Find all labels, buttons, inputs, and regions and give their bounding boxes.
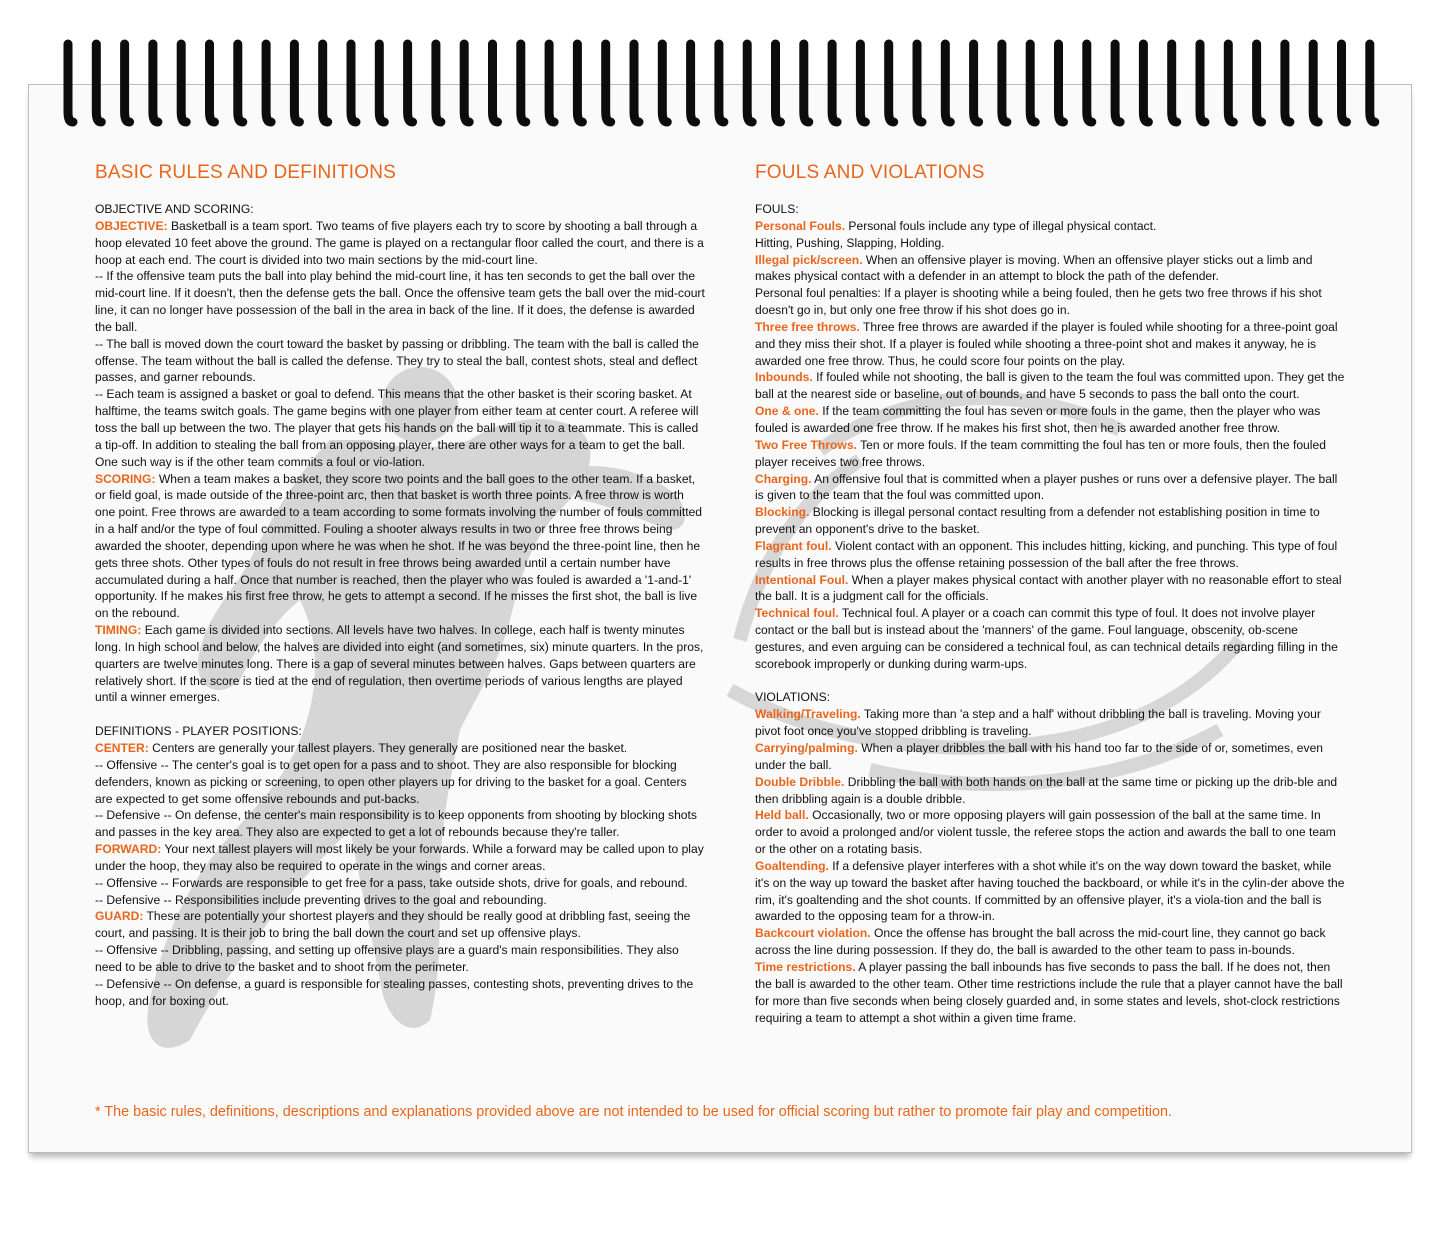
rule-text: Dribbling the ball with both hands on the ball at the same time or picking up the drib-ble and then dribbling again is a double dribble. (755, 774, 1338, 806)
rule-text: Personal foul penalties: If a player is shooting while a being fouled, then he gets two free throws if his shot doesn't go in, but only one free throw if his shot does go in. (755, 286, 1322, 318)
rule-term: Double Dribble. (755, 774, 845, 789)
rule-paragraph (95, 201, 705, 218)
binding-ring (860, 44, 865, 122)
rule-paragraph (755, 572, 1345, 606)
rule-paragraph (95, 976, 705, 1010)
basic-rules-content (95, 201, 705, 1010)
binding-ring (1342, 44, 1347, 122)
rule-paragraph (95, 875, 705, 892)
rule-text: Technical foul. A player or a coach can commit this type of foul. It does not involve player contact or the ball but is instead about the 'manners' of the game. Foul language, obscenity, ob-scene gestures, and even arguing can be considered a technical foul, as can technical details regarding filling in the scorebook improperly or dunking during warm-ups. (755, 606, 1338, 671)
fouls-violations-content (755, 201, 1345, 1026)
rule-paragraph (95, 622, 705, 706)
binding-ring (323, 44, 328, 122)
rule-text: These are potentially your shortest players and they should be really good at dribbling fast, seeing the court, and passing. It is their job to bring the ball down the court and set up offensive plays. (95, 909, 691, 941)
rule-term: GUARD: (95, 909, 144, 924)
binding-ring (662, 44, 667, 122)
rule-term: Walking/Traveling. (755, 707, 861, 722)
rule-term: CENTER: (95, 741, 149, 755)
rule-text: Hitting, Pushing, Slapping, Holding. (755, 235, 945, 250)
binding-ring (549, 44, 554, 122)
disclaimer-footnote: * The basic rules, definitions, descriptions and explanations provided above are not intended to be used for official scoring but rather to promote fair play and competition. (95, 1104, 1173, 1120)
rule-term: Intentional Foul. (755, 572, 849, 587)
binding-ring (1143, 44, 1148, 122)
rule-paragraph (755, 403, 1345, 437)
rule-paragraph (755, 471, 1345, 505)
paragraph-gap (755, 673, 1345, 690)
rule-text: An offensive foul that is committed when a player pushes or runs over a defensive player. The ball is given to the team that the foul was committed upon. (755, 471, 1338, 503)
rule-paragraph (755, 369, 1345, 403)
binding-ring (181, 44, 186, 122)
binding-ring (96, 44, 101, 122)
binding-ring (747, 44, 752, 122)
rule-text: -- Offensive -- The center's goal is to get open for a pass and to shoot. They are also responsible for blocking defenders, known as picking or screening, to open other players up for driving to the basket for a goal. Centers are expected to get some offensive rebounds and put-backs. (95, 757, 687, 806)
binding-ring (889, 44, 894, 122)
rule-paragraph (95, 336, 705, 387)
rule-paragraph (755, 689, 1345, 706)
rule-paragraph (95, 386, 705, 470)
rule-text: Your next tallest players will most likely be your forwards. While a forward may be called upon to play under the hoop, they may also be required to operate in the wings and corner areas. (95, 842, 704, 873)
rule-term: Technical foul. (755, 606, 839, 621)
binding-ring (1059, 44, 1064, 122)
rule-text: -- If the offensive team puts the ball into play behind the mid-court line, it has ten seconds to get the ball over the mid-court line. If it doesn't, then the defense gets the ball. Once the offensive team gets the ball over the mid-court line, it can no longer have possession of the ball in the area in back of the line. If it does, the defense is awarded the ball. (95, 269, 705, 334)
binding-ring (68, 44, 73, 122)
binding-ring (238, 44, 243, 122)
rule-text: DEFINITIONS - PLAYER POSITIONS: (95, 724, 302, 739)
binding-ring (1313, 44, 1318, 122)
rule-term: Backcourt violation. (755, 926, 871, 941)
binding-ring (294, 44, 299, 122)
rule-paragraph (755, 605, 1345, 672)
rule-text: Each game is divided into sections. All levels have two halves. In college, each half is twenty minutes long. In high school and below, the halves are divided into eight (and sometimes, six) minute quarters. In the pros, quarters are twelve minutes long. There is a gap of several minutes between halves. Gaps between quarters are relatively short. If the score is tied at the end of regulation, then overtime periods of various lengths are played until a winner emerges. (95, 623, 704, 705)
rule-text: Once the offense has brought the ball across the mid-court line, they cannot go back across the line during possession. If they do, the ball is awarded to the other team to pass in-bounds. (755, 926, 1326, 958)
rule-term: Personal Fouls. (755, 218, 846, 233)
binding-ring (776, 44, 781, 122)
spiral-binding-rings-icon (0, 0, 1445, 135)
rule-term: Carrying/palming. (755, 741, 858, 755)
rule-term: Illegal pick/screen. (755, 252, 863, 267)
rule-paragraph (755, 959, 1345, 1026)
rule-term: Inbounds. (755, 370, 813, 385)
rule-term: Blocking. (755, 505, 810, 520)
rule-text: A player passing the ball inbounds has five seconds to pass the ball. If he does not, then the ball is awarded to the other team. Other time restrictions include the rule that a player cannot have the ball for more than five seconds when being closely guarded and, in some states and levels, shot-clock restrictions requiring a team to attempt a shot within a given time frame. (755, 959, 1343, 1025)
rule-paragraph (755, 201, 1345, 218)
rule-term: Charging. (755, 471, 812, 486)
rule-term: Flagrant foul. (755, 538, 832, 553)
binding-ring (464, 44, 469, 122)
binding-ring (606, 44, 611, 122)
rule-text: If fouled while not shooting, the ball is given to the team the foul was committed upon. They get the ball at the nearest side or baseline, out of bounds, and have 5 seconds to pass the ball onto the court. (755, 370, 1345, 402)
binding-ring (1087, 44, 1092, 122)
rule-paragraph (95, 723, 705, 740)
rule-text: When an offensive player is moving. When an offensive player sticks out a limb and makes physical contact with a defender in an attempt to block the path of the defender. (755, 252, 1313, 284)
binding-ring (804, 44, 809, 122)
rule-paragraph (755, 740, 1345, 774)
rule-paragraph (95, 471, 705, 623)
rule-text: Blocking is illegal personal contact resulting from a defender not establishing position in time to prevent an opponent's drive to the basket. (755, 505, 1320, 537)
rule-paragraph (755, 807, 1345, 858)
rule-paragraph (95, 908, 705, 942)
rule-paragraph (755, 235, 1345, 252)
rule-paragraph (755, 218, 1345, 235)
binding-ring (1115, 44, 1120, 122)
rule-text: Centers are generally your tallest players. They generally are positioned near the basket. (148, 741, 628, 755)
rule-paragraph (755, 925, 1345, 959)
rule-text: Occasionally, two or more opposing players will gain possession of the ball at the same time. In order to avoid a prolonged and/or violent tussle, the referee stops the action and awards the ball to one team or the other on a rotating basis. (755, 808, 1336, 857)
rule-text: Ten or more fouls. If the team committing the foul has ten or more fouls, then the fouled player receives two free throws. (755, 437, 1326, 469)
fouls-violations-column (755, 160, 1345, 1026)
fouls-violations-title: FOULS AND VIOLATIONS (755, 162, 985, 183)
binding-ring (719, 44, 724, 122)
binding-ring (1257, 44, 1262, 122)
rule-paragraph (755, 538, 1345, 572)
rule-text: -- Defensive -- Responsibilities include preventing drives to the goal and rebounding. (95, 892, 547, 907)
rule-paragraph (95, 942, 705, 976)
binding-ring (691, 44, 696, 122)
rule-text: Taking more than 'a step and a half' without dribbling the ball is traveling. Moving your pivot foot once you've stopped dribbling is traveling. (755, 707, 1321, 739)
paragraph-gap (95, 706, 705, 723)
binding-ring (408, 44, 413, 122)
rule-paragraph (755, 858, 1345, 925)
rule-paragraph (95, 892, 705, 909)
rule-paragraph (95, 268, 705, 335)
rule-term: Two Free Throws. (755, 437, 857, 452)
rule-paragraph (95, 740, 705, 757)
rule-text: If a defensive player interferes with a shot while it's on the way down toward the basket, while it's on the way up toward the basket after having touched the backboard, or while it's in the cylin-der above the rim, it's goaltending and the shot counts. If committed by an offensive player, it's a viola-tion and the ball is awarded to the opposing team for a throw-in. (755, 858, 1345, 924)
binding-ring (1285, 44, 1290, 122)
rule-text: Three free throws are awarded if the player is fouled while shooting for a three-point goal and they miss their shot. If a player is fouled while shooting a three-point shot and makes it anyway, he is awarded one free throw. Thus, he could score four points on the play. (755, 319, 1338, 368)
rule-term: SCORING: (95, 471, 156, 486)
rule-paragraph (95, 841, 705, 875)
binding-ring (832, 44, 837, 122)
rule-text: If the team committing the foul has seven or more fouls in the game, then the player who was fouled is awarded one free throw. If he makes his first shot, then he is awarded another free throw. (755, 404, 1321, 435)
binding-ring (379, 44, 384, 122)
rule-text: -- Each team is assigned a basket or goal to defend. This means that the other basket is their scoring basket. At halftime, the teams switch goals. The game begins with one player from either team at center court. A referee will toss the ball up between the two. The player that gets his hands on the ball will tip it to a teammate. This is called a tip-off. In addition to stealing the ball from an opposing player, there are other ways for a team to get the ball. One such way is if the other team commits a foul or vio-lation. (95, 387, 699, 469)
rule-text: Violent contact with an opponent. This includes hitting, kicking, and punching. This type of foul results in free throws plus the offense retaining possession of the ball after the free throws. (755, 538, 1338, 570)
rule-text: Personal fouls include any type of illegal physical contact. (845, 218, 1157, 233)
rule-paragraph (755, 706, 1345, 740)
rule-paragraph (95, 807, 705, 841)
binding-ring (1370, 44, 1375, 122)
binding-ring (917, 44, 922, 122)
binding-ring (1030, 44, 1035, 122)
rule-text: -- Defensive -- On defense, a guard is responsible for stealing passes, contesting shots, preventing drives to the hoop, and for boxing out. (95, 976, 694, 1008)
binding-ring (521, 44, 526, 122)
rule-text: -- Defensive -- On defense, the center's main responsibility is to keep opponents from shooting by blocking shots and passes in the key area. They also are expected to get a lot of rebounds because they're taller. (95, 808, 697, 840)
rule-term: FORWARD: (95, 842, 162, 857)
rule-text: OBJECTIVE AND SCORING: (95, 202, 254, 216)
binding-ring (1172, 44, 1177, 122)
binding-ring (266, 44, 271, 122)
binding-ring (634, 44, 639, 122)
rule-term: TIMING: (95, 623, 142, 638)
binding-ring (1002, 44, 1007, 122)
rule-paragraph (755, 285, 1345, 319)
rule-paragraph (755, 774, 1345, 808)
binding-ring (577, 44, 582, 122)
binding-ring (945, 44, 950, 122)
rule-text: When a player dribbles the ball with his hand too far to the side of or, sometimes, even under the ball. (755, 741, 1324, 772)
rule-text: -- The ball is moved down the court toward the basket by passing or dribbling. The team with the ball is called the offense. The team without the ball is called the defense. They try to steal the ball, contest shots, steal and deflect passes, and garner rebounds. (95, 336, 699, 385)
binding-ring (493, 44, 498, 122)
binding-ring (351, 44, 356, 122)
rule-term: Held ball. (755, 808, 809, 823)
basic-rules-title: BASIC RULES AND DEFINITIONS (95, 162, 397, 183)
binding-ring (436, 44, 441, 122)
rule-text: When a player makes physical contact with another player with no reasonable effort to steal the ball. It is a judgment call for the officials. (755, 572, 1342, 604)
rule-paragraph (755, 504, 1345, 538)
rule-text: VIOLATIONS: (755, 690, 831, 705)
rule-paragraph (755, 437, 1345, 471)
binding-ring (1200, 44, 1205, 122)
rule-text: FOULS: (755, 202, 799, 216)
rule-text: -- Offensive -- Dribbling, passing, and setting up offensive plays are a guard's main responsibilities. They also need to be able to drive to the basket and to shoot from the perimeter. (95, 943, 679, 974)
rule-term: Time restrictions. (755, 959, 856, 974)
basic-rules-column (95, 160, 705, 1010)
rule-term: Three free throws. (755, 319, 860, 334)
rule-term: OBJECTIVE: (95, 218, 168, 233)
rule-paragraph (95, 757, 705, 808)
rule-text: When a team makes a basket, they score two points and the ball goes to the other team. If a basket, or field goal, is made outside of the three-point arc, then that basket is worth three points. A free throw is worth one point. Free throws are awarded to a team according to some formats involving the number of fouls committed in a half and/or the type of foul committed. Fouling a shooter always results in two or three free throws being awarded the shooter, depending upon where he was when he shot. If he was beyond the three-point line, then he gets three shots. Other types of fouls do not result in free throws being awarded until a certain number have accumulated during a half. Once that number is reached, then the player who was fouled is awarded a '1-and-1' opportunity. If he makes his first free throw, he gets to attempt a second. If he misses the first shot, the ball is live on the rebound. (95, 471, 703, 621)
rule-paragraph (95, 218, 705, 269)
binding-ring (974, 44, 979, 122)
binding-ring (153, 44, 158, 122)
rule-paragraph (755, 252, 1345, 286)
binding-ring (125, 44, 130, 122)
rule-text: Basketball is a team sport. Two teams of five players each try to score by shooting a ball through a hoop elevated 10 feet above the ground. The game is played on a rectangular floor called the court, and there is a hoop at each end. The court is divided into two main sections by the mid-court line. (95, 218, 704, 267)
rule-term: One & one. (755, 404, 819, 419)
binding-ring (1228, 44, 1233, 122)
rule-text: -- Offensive -- Forwards are responsible to get free for a pass, take outside shots, drive for goals, and rebound. (95, 875, 688, 890)
rule-paragraph (755, 319, 1345, 370)
rule-term: Goaltending. (755, 858, 829, 873)
binding-ring (210, 44, 215, 122)
